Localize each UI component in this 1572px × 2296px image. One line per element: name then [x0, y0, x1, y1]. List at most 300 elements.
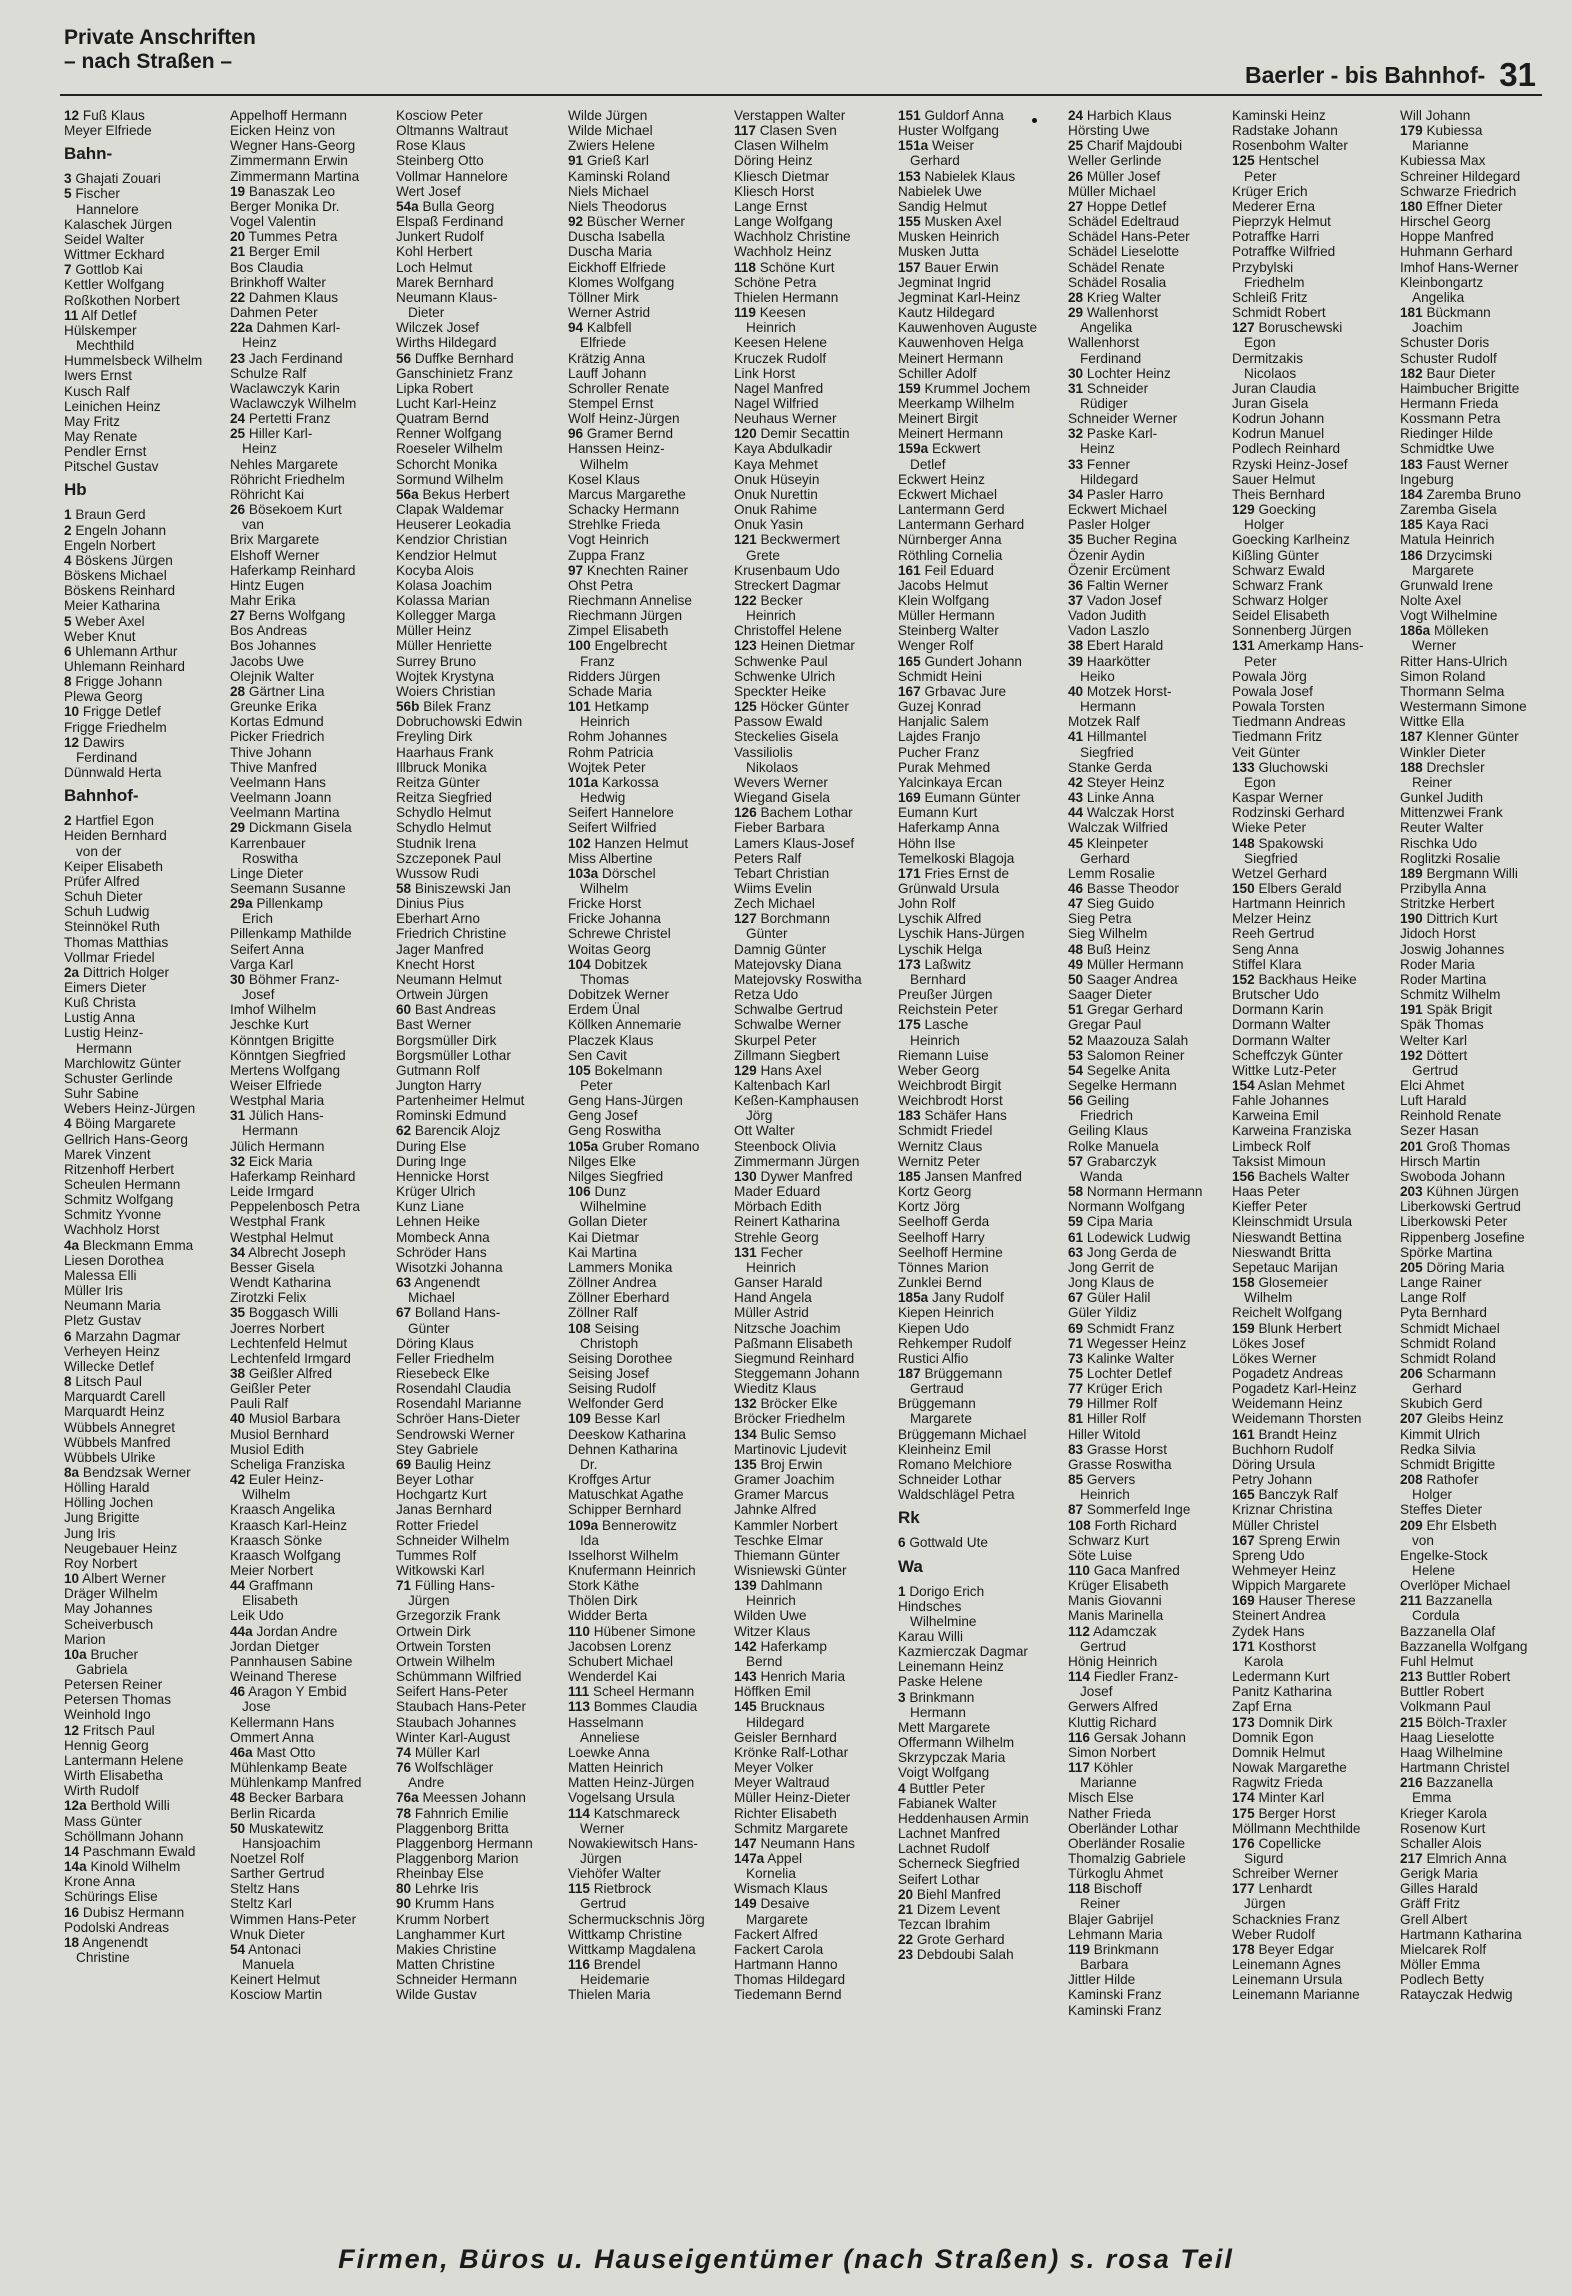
directory-entry: Duscha Isabella — [568, 229, 665, 245]
house-number: 42 — [230, 1472, 246, 1488]
directory-entry: Przibylla Anna — [1400, 880, 1487, 896]
directory-entry: Pucher Franz — [898, 744, 980, 760]
directory-entry: 175 Lasche — [898, 1017, 969, 1033]
directory-entry: Steckelies Gisela — [734, 729, 839, 745]
directory-entry: Musken Heinrich — [898, 229, 1000, 245]
directory-entry: Könntgen Brigitte — [230, 1032, 335, 1048]
directory-entry: Brutscher Udo — [1232, 987, 1319, 1003]
directory-entry: Schröder Hans — [396, 1244, 487, 1260]
directory-entry: Musken Jutta — [898, 244, 979, 260]
directory-entry: Marek Vinzent — [64, 1146, 151, 1162]
directory-entry: 29 Wallenhorst — [1068, 305, 1159, 321]
directory-entry: Grünwald Ursula — [898, 880, 1000, 896]
directory-entry: Pitschel Gustav — [64, 459, 159, 475]
directory-entry: Seifert Hans-Peter — [396, 1684, 508, 1700]
directory-entry: Rominski Edmund — [396, 1108, 507, 1124]
entry-continuation: Heinz — [242, 335, 277, 351]
directory-entry: Elshoff Werner — [230, 547, 320, 563]
column-4 — [568, 108, 726, 2240]
directory-entry: Woitas Georg — [568, 941, 651, 957]
directory-entry: Matejovsky Diana — [734, 956, 842, 972]
directory-entry: Roy Norbert — [64, 1555, 138, 1571]
directory-entry: Riedinger Hilde — [1400, 426, 1493, 442]
entry-continuation: Manuela — [242, 1957, 295, 1973]
directory-entry: Volkmann Paul — [1400, 1699, 1491, 1715]
directory-entry: Ortwein Torsten — [396, 1638, 491, 1654]
directory-entry: 94 Kalbfell — [568, 320, 632, 336]
directory-entry: 25 Hiller Karl- — [230, 426, 313, 442]
directory-entry: 165 Gundert Johann — [898, 653, 1022, 669]
directory-entry: 24 Pertetti Franz — [230, 411, 331, 427]
directory-entry: Stempel Ernst — [568, 395, 654, 411]
house-number: 167 — [1232, 1532, 1255, 1548]
entry-continuation: Grete — [746, 547, 780, 563]
directory-entry: Jager Manfred — [396, 941, 484, 957]
entry-continuation: Jörg — [746, 1108, 773, 1124]
entry-continuation: Holger — [1412, 1487, 1453, 1503]
directory-entry: Mass Günter — [64, 1813, 142, 1829]
directory-entry: Eickhoff Elfriede — [568, 259, 666, 275]
entry-continuation: Mechthild — [76, 338, 135, 354]
house-number: 29a — [230, 896, 253, 912]
house-number: 42 — [1068, 774, 1084, 790]
directory-entry: Kodrun Manuel — [1232, 426, 1325, 442]
entry-continuation: Gerhard — [910, 153, 960, 169]
directory-entry: Thölen Dirk — [568, 1593, 638, 1609]
house-number: 1 — [898, 1583, 906, 1599]
directory-entry: Dormann Karin — [1232, 1002, 1324, 1018]
directory-entry: 92 Büscher Werner — [568, 214, 685, 230]
directory-entry: Brüggemann — [898, 1396, 976, 1412]
directory-entry: Wernitz Peter — [898, 1153, 981, 1169]
entry-continuation: Hildegard — [746, 1714, 805, 1730]
house-number: 101 — [568, 699, 591, 715]
directory-entry: Lökes Werner — [1232, 1350, 1317, 1366]
directory-entry: Malessa Elli — [64, 1267, 137, 1283]
directory-entry: 50 Muskatewitz — [230, 1820, 324, 1836]
directory-entry: Stanke Gerda — [1068, 759, 1152, 775]
directory-entry: Schürings Elise — [64, 1889, 158, 1905]
directory-entry: 22 Dahmen Klaus — [230, 289, 339, 305]
directory-entry: Welfonder Gerd — [568, 1396, 664, 1412]
directory-entry: Domnik Egon — [1232, 1729, 1314, 1745]
directory-entry: 85 Gervers — [1068, 1472, 1136, 1488]
entry-continuation: Hildegard — [1080, 471, 1139, 487]
entry-continuation: Nikolaos — [746, 759, 799, 775]
directory-entry: Neuhaus Werner — [734, 411, 837, 427]
directory-entry: Sezer Hasan — [1400, 1123, 1479, 1139]
directory-entry: Hennig Georg — [64, 1737, 149, 1753]
directory-entry: 154 Aslan Mehmet — [1232, 1078, 1345, 1093]
house-number: 129 — [1232, 502, 1255, 518]
directory-entry: 12 Fuß Klaus — [64, 108, 145, 123]
directory-entry: Wachholz Heinz — [734, 244, 832, 260]
directory-entry: Seemann Susanne — [230, 880, 346, 896]
entry-continuation: Christoph — [580, 1335, 639, 1351]
house-number: 178 — [1232, 1941, 1255, 1957]
directory-entry: 114 Katschmareck — [568, 1805, 680, 1821]
directory-entry: Meinert Hermann — [898, 426, 1004, 442]
directory-entry: Schydlo Helmut — [396, 805, 492, 821]
directory-entry: Podolski Andreas — [64, 1919, 170, 1935]
house-number: 51 — [1068, 1002, 1084, 1018]
house-number: 105 — [568, 1062, 591, 1078]
house-number: 4 — [64, 1116, 72, 1132]
directory-entry: Seising Dorothee — [568, 1350, 673, 1366]
directory-entry: 57 Grabarczyk — [1068, 1153, 1157, 1169]
directory-entry: Jong Gerrit de — [1068, 1259, 1155, 1275]
entry-continuation: Angelika — [1080, 320, 1133, 336]
directory-entry: 3 Ghajati Zouari — [64, 171, 161, 187]
directory-entry: Schuster Rudolf — [1400, 350, 1497, 366]
directory-entry: Junkert Rudolf — [396, 229, 484, 245]
directory-entry: Lipka Robert — [396, 380, 474, 396]
directory-entry: Gunkel Judith — [1400, 790, 1484, 806]
directory-entry: Lantermann Helene — [64, 1752, 184, 1768]
directory-entry: Manis Giovanni — [1068, 1593, 1162, 1609]
directory-entry: Weber Georg — [898, 1062, 980, 1078]
directory-entry: 187 Brüggemann — [898, 1365, 1003, 1381]
directory-entry: Köllken Annemarie — [568, 1017, 682, 1033]
street-range-heading — [1245, 56, 1536, 94]
directory-entry: 25 Charif Majdoubi — [1068, 138, 1183, 154]
directory-entry: Nieswandt Bettina — [1232, 1229, 1342, 1245]
column-7 — [1068, 108, 1226, 2240]
directory-entry: Schaller Alois — [1400, 1835, 1482, 1851]
house-number: 129 — [734, 1062, 757, 1078]
directory-entry: Vollmar Friedel — [64, 949, 155, 965]
directory-entry: Verstappen Walter — [734, 108, 846, 123]
directory-entry: Lehnen Heike — [396, 1214, 480, 1230]
house-number: 3 — [898, 1689, 906, 1705]
directory-entry: Wisotzki Johanna — [396, 1259, 503, 1275]
directory-entry: Kosciow Martin — [230, 1987, 323, 2003]
entry-continuation: Heinz — [242, 441, 277, 457]
directory-entry: Swoboda Johann — [1400, 1168, 1506, 1184]
directory-entry: Nabielek Uwe — [898, 183, 982, 199]
directory-entry: Liberkowski Peter — [1400, 1214, 1508, 1230]
directory-entry: Seifert Wilfried — [568, 820, 657, 836]
directory-entry: 143 Henrich Maria — [734, 1669, 846, 1685]
house-number: 46a — [230, 1744, 253, 1760]
directory-entry: 7 Gottlob Kai — [64, 262, 143, 278]
directory-entry: 69 Baulig Heinz — [396, 1456, 492, 1472]
directory-entry: Seising Rudolf — [568, 1381, 656, 1397]
directory-entry: Kriznar Christina — [1232, 1502, 1333, 1518]
directory-entry: Zapf Erna — [1232, 1699, 1292, 1715]
directory-entry: Krätzig Anna — [568, 350, 646, 366]
directory-entry: Przybylski — [1232, 259, 1294, 275]
entry-continuation: Jürgen — [1244, 1896, 1286, 1912]
directory-entry: Ommert Anna — [230, 1729, 314, 1745]
directory-entry: 71 Wegesser Heinz — [1068, 1335, 1187, 1351]
house-number: 22 — [230, 289, 246, 305]
directory-entry: 54 Segelke Anita — [1068, 1062, 1171, 1078]
directory-entry: Wehmeyer Heinz — [1232, 1563, 1337, 1578]
directory-entry: Schneider Lothar — [898, 1472, 1002, 1488]
house-number: 130 — [734, 1168, 757, 1184]
directory-entry: Geisler Bernhard — [734, 1729, 837, 1745]
directory-entry: Lechtenfeld Irmgard — [230, 1350, 351, 1366]
directory-entry: Lehmann Maria — [1068, 1926, 1163, 1942]
directory-entry: Lauff Johann — [568, 365, 647, 381]
directory-entry: Haferkamp Anna — [898, 820, 1000, 836]
entry-continuation: Cordula — [1412, 1608, 1460, 1624]
directory-entry: Seng Anna — [1232, 941, 1299, 957]
entry-continuation: Dieter — [408, 305, 445, 321]
house-number: 159 — [898, 380, 921, 396]
entry-continuation: Kornelia — [746, 1866, 796, 1882]
directory-entry: 184 Zaremba Bruno — [1400, 486, 1521, 502]
directory-entry: Renner Wolfgang — [396, 426, 502, 442]
directory-entry: Zimmermann Erwin — [230, 153, 348, 169]
directory-entry: Jidoch Horst — [1400, 926, 1476, 942]
directory-entry: 158 Glosemeier — [1232, 1275, 1328, 1291]
directory-entry: Röhricht Friedhelm — [230, 471, 345, 487]
entry-continuation: Hedwig — [580, 790, 626, 806]
directory-entry: Steltz Karl — [230, 1896, 292, 1912]
directory-entry: Veit Günter — [1232, 744, 1301, 760]
directory-entry: Lökes Josef — [1232, 1335, 1305, 1351]
directory-entry: Gräff Fritz — [1400, 1896, 1461, 1912]
directory-entry: Onuk Yasin — [734, 517, 804, 533]
directory-entry: 151 Guldorf Anna — [898, 108, 1004, 123]
section-heading — [64, 26, 256, 74]
house-number: 171 — [1232, 1638, 1255, 1654]
directory-entry: Tezcan Ibrahim — [898, 1916, 991, 1932]
directory-entry: Sandig Helmut — [898, 198, 988, 214]
directory-entry: Müller Heinz — [396, 623, 472, 639]
directory-entry: Plaggenborg Britta — [396, 1820, 509, 1836]
directory-entry: 12a Berthold Willi — [64, 1798, 170, 1814]
house-number: 36 — [1068, 577, 1084, 593]
directory-entry: Knecht Horst — [396, 956, 475, 972]
house-number: 22 — [898, 1932, 914, 1948]
directory-entry: Schulze Ralf — [230, 365, 307, 381]
directory-entry: Schacky Hermann — [568, 502, 680, 518]
directory-entry: Schuh Ludwig — [64, 904, 150, 920]
entry-continuation: Joachim — [1412, 320, 1463, 336]
directory-entry: Domnik Helmut — [1232, 1744, 1325, 1760]
directory-entry: Jacobsen Lorenz — [568, 1638, 672, 1654]
directory-entry: Haarhaus Frank — [396, 744, 494, 760]
house-number: 14 — [64, 1843, 80, 1859]
house-number: 208 — [1400, 1472, 1423, 1488]
directory-entry: Döring Klaus — [396, 1335, 474, 1351]
directory-entry: Goecking Karlheinz — [1232, 532, 1350, 548]
directory-entry: Mett Margarete — [898, 1719, 991, 1735]
directory-entry: Steinnökel Ruth — [64, 919, 160, 935]
house-number: 59 — [1068, 1214, 1084, 1230]
house-number: 8 — [64, 1374, 72, 1390]
directory-entry: Nehles Margarete — [230, 456, 339, 472]
directory-entry: Wübbels Ulrike — [64, 1449, 156, 1465]
directory-entry: Geißler Peter — [230, 1381, 311, 1397]
entry-continuation: Heinrich — [746, 608, 796, 624]
directory-entry: Kraasch Karl-Heinz — [230, 1517, 348, 1533]
directory-entry: Ohst Petra — [568, 577, 633, 593]
directory-entry: Dermitzakis — [1232, 350, 1303, 366]
directory-entry: Winkler Dieter — [1400, 744, 1486, 760]
directory-entry: 32 Paske Karl- — [1068, 426, 1158, 442]
directory-entry: Karweina Emil — [1232, 1108, 1319, 1124]
directory-entry: Matten Christine — [396, 1957, 495, 1973]
directory-entry: Weber Knut — [64, 628, 136, 644]
directory-entry: Offermann Wilhelm — [898, 1735, 1015, 1751]
column-6 — [898, 108, 1056, 2240]
directory-entry: Nilges Siegfried — [568, 1168, 664, 1184]
directory-entry: Schneider Wilhelm — [396, 1532, 510, 1548]
directory-entry: Fieber Barbara — [734, 820, 825, 836]
directory-entry: 76a Meessen Johann — [396, 1790, 526, 1806]
directory-entry: 119 Brinkmann — [1068, 1941, 1159, 1957]
directory-entry: Ganser Harald — [734, 1275, 823, 1291]
house-number: 56b — [396, 699, 420, 715]
directory-entry: 14 Paschmann Ewald — [64, 1843, 196, 1859]
house-number: 56a — [396, 486, 419, 502]
directory-entry: Pletz Gustav — [64, 1313, 142, 1329]
directory-entry: Powala Josef — [1232, 683, 1313, 699]
directory-entry: Plaggenborg Marion — [396, 1850, 519, 1866]
directory-entry: Langhammer Kurt — [396, 1926, 505, 1942]
directory-entry: Weinhold Ingo — [64, 1707, 151, 1723]
entry-continuation: Hansjoachim — [242, 1835, 321, 1851]
directory-entry: Kißling Günter — [1232, 547, 1319, 563]
house-number: 81 — [1068, 1411, 1084, 1427]
house-number: 148 — [1232, 835, 1255, 851]
directory-entry: Vogt Heinrich — [568, 532, 649, 548]
directory-entry: 183 Schäfer Hans — [898, 1108, 1007, 1124]
directory-entry: Rustici Alfio — [898, 1350, 969, 1366]
house-number: 114 — [568, 1805, 590, 1821]
directory-entry: Brinkhoff Walter — [230, 274, 326, 290]
directory-entry: Imhof Hans-Werner — [1400, 259, 1519, 275]
directory-entry: Özenir Ercüment — [1068, 562, 1170, 578]
directory-entry: 147 Neumann Hans — [734, 1835, 855, 1851]
directory-entry: Weidemann Thorsten — [1232, 1411, 1362, 1427]
directory-entry: 53 Salomon Reiner — [1068, 1047, 1185, 1063]
directory-entry: Bazzanella Wolfgang — [1400, 1638, 1528, 1654]
house-number: 211 — [1400, 1593, 1422, 1609]
house-number: 108 — [1068, 1517, 1091, 1533]
directory-entry: Schwarz Holger — [1232, 593, 1328, 608]
directory-entry: Dehnen Katharina — [568, 1441, 678, 1457]
house-number: 131 — [734, 1244, 757, 1260]
directory-entry: Wernitz Claus — [898, 1138, 983, 1154]
directory-entry: Kuß Christa — [64, 995, 136, 1011]
directory-entry: John Rolf — [898, 896, 956, 912]
directory-entry: Gregar Paul — [1068, 1017, 1142, 1033]
directory-entry: Wittmer Eckhard — [64, 247, 165, 263]
street-heading: Hb — [64, 480, 87, 500]
directory-entry: Siegmund Reinhard — [734, 1350, 855, 1366]
directory-entry: Kiepen Heinrich — [898, 1305, 994, 1321]
directory-entry: Rischka Udo — [1400, 835, 1478, 851]
entry-continuation: Günter — [746, 926, 788, 942]
directory-entry: 54a Bulla Georg — [396, 198, 495, 214]
directory-entry: Reichstein Peter — [898, 1002, 998, 1018]
directory-entry: Kazmierczak Dagmar — [898, 1644, 1028, 1660]
directory-entry: Speckter Heike — [734, 683, 827, 699]
directory-entry: Schädel Hans-Peter — [1068, 229, 1190, 245]
entry-continuation: Elfriede — [580, 335, 627, 351]
house-number: 20 — [898, 1886, 914, 1902]
directory-entry: 26 Bösekoem Kurt — [230, 502, 342, 518]
house-number: 133 — [1232, 759, 1255, 775]
house-number: 161 — [898, 562, 921, 578]
directory-entry: Gramer Marcus — [734, 1487, 829, 1503]
directory-entry: Melzer Heinz — [1232, 911, 1312, 927]
entry-continuation: Margarete — [910, 1411, 972, 1427]
house-number: 34 — [1068, 486, 1084, 502]
directory-entry: Berger Monika Dr. — [230, 198, 340, 214]
directory-entry: Stritzke Herbert — [1400, 896, 1495, 912]
directory-entry: 175 Berger Horst — [1232, 1805, 1336, 1821]
directory-entry: Neumann Maria — [64, 1298, 161, 1314]
column-1 — [64, 108, 222, 2240]
directory-entry: Oltmanns Waltraut — [396, 123, 509, 139]
house-number: 38 — [1068, 638, 1084, 654]
directory-entry: 181 Bückmann — [1400, 305, 1491, 321]
directory-entry: Vadon Judith — [1068, 608, 1147, 624]
directory-entry: Kellermann Hans — [230, 1714, 335, 1730]
directory-entry: Wismach Klaus — [734, 1881, 828, 1897]
directory-entry: Wojtek Krystyna — [396, 668, 494, 684]
directory-entry: 148 Spakowski — [1232, 835, 1324, 851]
house-number: 205 — [1400, 1259, 1423, 1275]
directory-entry: 108 Seising — [568, 1320, 640, 1336]
directory-entry: Oberländer Rosalie — [1068, 1835, 1186, 1851]
directory-entry: Damnig Günter — [734, 941, 827, 957]
directory-entry: Wübbels Manfred — [64, 1434, 171, 1450]
house-number: 179 — [1400, 123, 1423, 139]
directory-entry: 14a Kinold Wilhelm — [64, 1859, 181, 1875]
directory-entry: 201 Groß Thomas — [1400, 1138, 1511, 1154]
directory-entry: Thiemann Günter — [734, 1547, 840, 1563]
entry-continuation: Karola — [1244, 1653, 1284, 1669]
directory-entry: 41 Hillmantel — [1068, 729, 1147, 745]
directory-entry: 30 Lochter Heinz — [1068, 365, 1171, 381]
entry-continuation: Egon — [1244, 774, 1276, 790]
heading-line-1: Private Anschriften — [64, 26, 256, 49]
directory-entry: Paske Helene — [898, 1674, 983, 1690]
house-number: 110 — [1068, 1563, 1090, 1578]
directory-entry: 109 Besse Karl — [568, 1411, 661, 1427]
directory-entry: Schmidt Robert — [1232, 305, 1326, 321]
directory-entry: Weichbrodt Birgit — [898, 1078, 1002, 1093]
directory-entry: Pannhausen Sabine — [230, 1653, 353, 1669]
directory-entry: 135 Broj Erwin — [734, 1456, 823, 1472]
directory-entry: Scheiverbusch — [64, 1616, 154, 1632]
house-number: 182 — [1400, 365, 1423, 381]
directory-entry: 205 Döring Maria — [1400, 1259, 1505, 1275]
directory-entry: Miss Albertine — [568, 850, 653, 866]
entry-continuation: Franz — [580, 653, 615, 669]
directory-entry: Thive Manfred — [230, 759, 317, 775]
entry-continuation: Ferdinand — [1080, 350, 1142, 366]
house-number: 2 — [64, 813, 72, 829]
directory-entry: Schroller Renate — [568, 380, 670, 396]
entry-continuation: Erich — [242, 911, 273, 927]
directory-entry: Klomes Wolfgang — [568, 274, 675, 290]
directory-entry: Eimers Dieter — [64, 979, 147, 995]
directory-entry: Kubiessa Max — [1400, 153, 1486, 169]
house-number: 56 — [396, 350, 412, 366]
directory-entry: Rose Klaus — [396, 138, 466, 154]
house-number: 158 — [1232, 1275, 1255, 1291]
directory-entry: Leinemann Agnes — [1232, 1957, 1341, 1973]
directory-entry: Mederer Erna — [1232, 198, 1316, 214]
